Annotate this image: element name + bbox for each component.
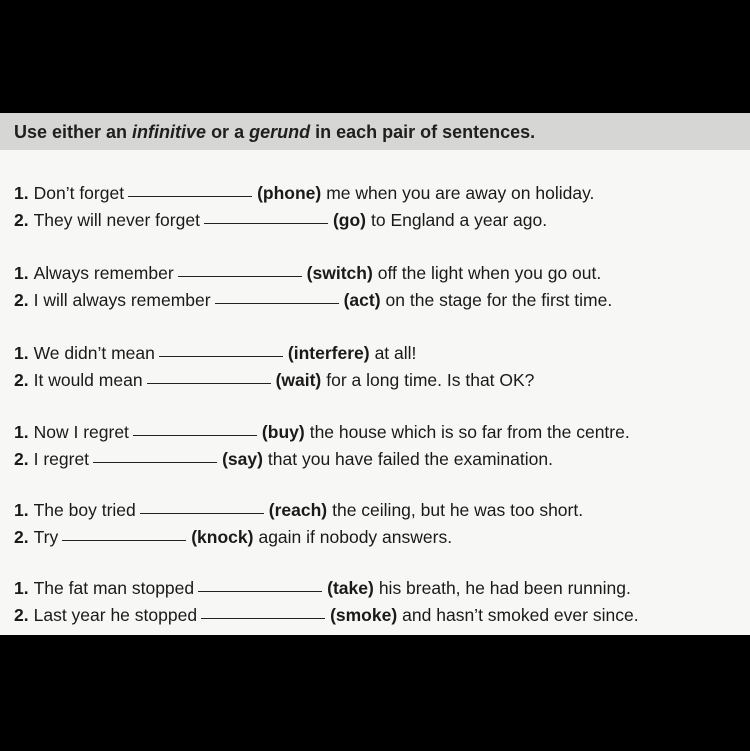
sentence-end: me when you are away on holiday.	[326, 183, 595, 203]
sentence-end: at all!	[374, 343, 417, 363]
answer-blank[interactable]	[178, 275, 302, 277]
sentence-1	[14, 343, 416, 367]
instruction-part3: in each pair of sentences.	[310, 122, 536, 142]
sentence-number: 1.	[14, 422, 29, 442]
answer-blank[interactable]	[198, 590, 322, 592]
verb-prompt: (knock)	[191, 527, 254, 547]
sentence-1	[14, 500, 583, 524]
answer-blank[interactable]	[62, 539, 186, 541]
sentence-start: We didn’t mean	[33, 343, 155, 363]
sentence-2	[14, 210, 547, 234]
sentence-number: 2.	[14, 605, 29, 625]
answer-blank[interactable]	[215, 302, 339, 304]
sentence-end: to England a year ago.	[370, 210, 548, 230]
verb-prompt: (act)	[343, 290, 381, 310]
sentence-end: the house which is so far from the centre.	[309, 422, 630, 442]
answer-blank[interactable]	[93, 461, 217, 463]
sentence-end: his breath, he had been running.	[378, 578, 631, 598]
sentence-start: It would mean	[33, 370, 143, 390]
answer-blank[interactable]	[140, 512, 264, 514]
instruction-heading	[14, 122, 535, 143]
sentence-number: 1.	[14, 183, 29, 203]
sentence-start: They will never forget	[33, 210, 200, 230]
sentence-start: I will always remember	[33, 290, 211, 310]
answer-blank[interactable]	[133, 434, 257, 436]
sentence-2	[14, 449, 553, 473]
sentence-number: 2.	[14, 527, 29, 547]
answer-blank[interactable]	[128, 195, 252, 197]
verb-prompt: (go)	[332, 210, 366, 230]
verb-prompt: (take)	[327, 578, 374, 598]
sentence-end: for a long time. Is that OK?	[326, 370, 535, 390]
verb-prompt: (phone)	[257, 183, 322, 203]
sentence-end: the ceiling, but he was too short.	[332, 500, 584, 520]
sentence-number: 2.	[14, 449, 29, 469]
sentence-end: on the stage for the first time.	[385, 290, 613, 310]
sentence-number: 1.	[14, 500, 29, 520]
instruction-part2: or a	[206, 122, 250, 142]
verb-prompt: (buy)	[261, 422, 305, 442]
instruction-part1: Use either an	[14, 122, 133, 142]
verb-prompt: (smoke)	[330, 605, 398, 625]
sentence-end: that you have failed the examination.	[267, 449, 553, 469]
sentence-2	[14, 605, 639, 629]
answer-blank[interactable]	[204, 222, 328, 224]
sentence-start: I regret	[33, 449, 90, 469]
sentence-1	[14, 578, 631, 602]
sentence-start: Don’t forget	[33, 183, 125, 203]
sentence-start: The boy tried	[33, 500, 136, 520]
sentence-number: 2.	[14, 210, 29, 230]
sentence-start: Now I regret	[33, 422, 129, 442]
sentence-2	[14, 290, 612, 314]
verb-prompt: (reach)	[268, 500, 328, 520]
sentence-1	[14, 422, 630, 446]
answer-blank[interactable]	[201, 617, 325, 619]
sentence-number: 1.	[14, 578, 29, 598]
worksheet	[0, 113, 750, 635]
sentence-number: 1.	[14, 343, 29, 363]
sentence-start: Last year he stopped	[33, 605, 198, 625]
sentence-end: off the light when you go out.	[377, 263, 602, 283]
sentence-1	[14, 263, 601, 287]
sentence-number: 1.	[14, 263, 29, 283]
answer-blank[interactable]	[159, 355, 283, 357]
sentence-number: 2.	[14, 290, 29, 310]
verb-prompt: (interfere)	[287, 343, 370, 363]
sentence-end: again if nobody answers.	[258, 527, 453, 547]
sentence-2	[14, 527, 452, 551]
verb-prompt: (say)	[222, 449, 263, 469]
answer-blank[interactable]	[147, 382, 271, 384]
sentence-end: and hasn’t smoked ever since.	[402, 605, 639, 625]
verb-prompt: (switch)	[306, 263, 373, 283]
verb-prompt: (wait)	[275, 370, 322, 390]
instruction-gerund: gerund	[249, 122, 311, 142]
instruction-bar	[0, 113, 750, 150]
sentence-start: The fat man stopped	[33, 578, 195, 598]
sentence-number: 2.	[14, 370, 29, 390]
sentence-start: Always remember	[33, 263, 174, 283]
sentence-start: Try	[33, 527, 59, 547]
instruction-infinitive: infinitive	[132, 122, 207, 142]
sentence-1	[14, 183, 594, 207]
sentence-2	[14, 370, 534, 394]
